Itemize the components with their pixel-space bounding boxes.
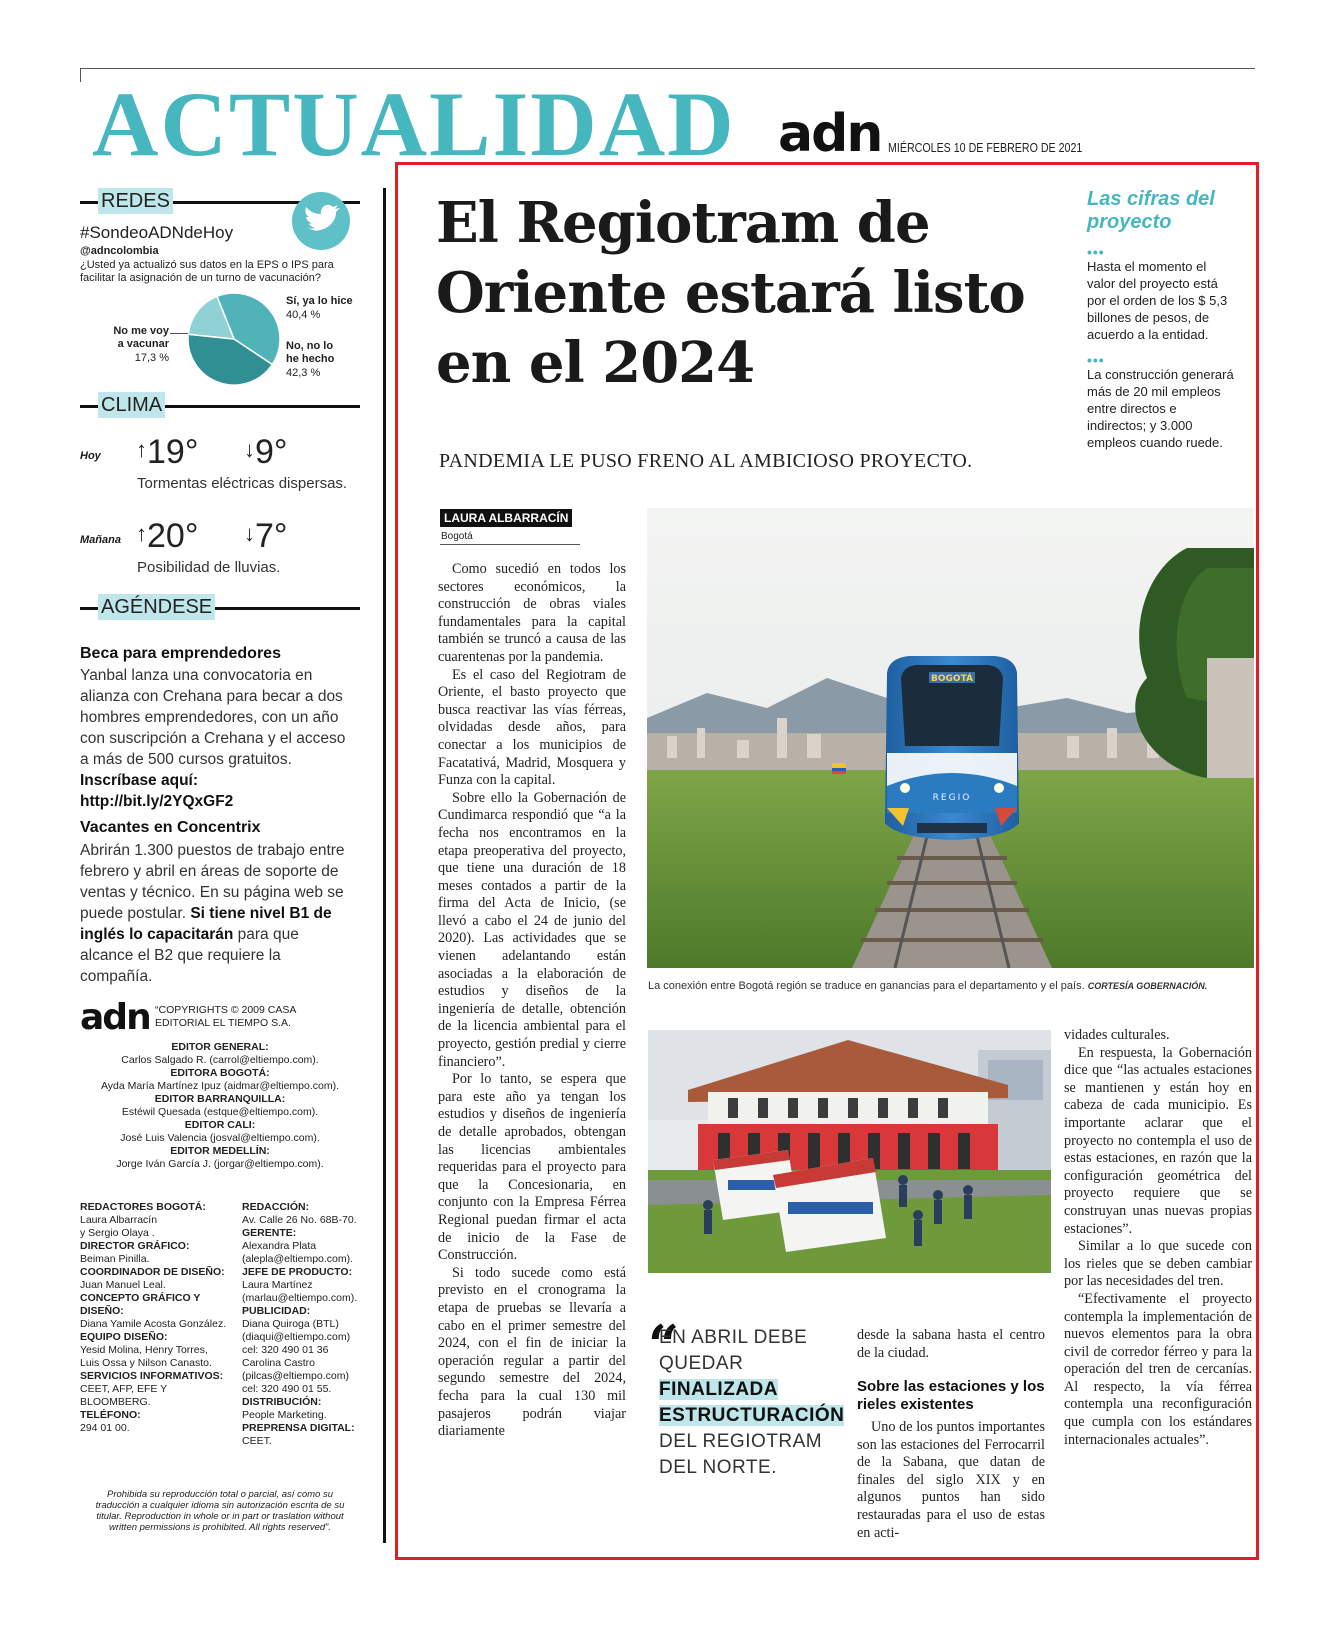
staff-name: 294 01 00. [80,1422,130,1434]
staff-name: Carolina Castro [242,1357,315,1369]
agenda-item-title: Beca para emprendedores [80,645,281,662]
article-column-1 [438,561,626,1441]
train-brand: REGIO [932,793,972,803]
article-paragraph: En respuesta, la Gobernación dice que “las actuales estaciones se mantienen y están hoy en cabeza de cada municipio. Es importante aclarar que el proyecto no contempla el uso de estas estaciones, en razón que la configuración geométrica del proyecto requiere que se construyan unas nuevas propias estaciones”. [1064,1044,1252,1237]
staff-name: People Marketing. [242,1409,327,1421]
staff-name: Juan Manuel Leal. [80,1279,166,1291]
staff-role: CONCEPTO GRÁFICO Y DISEÑO: [80,1292,201,1317]
clima-label: CLIMA [98,392,165,418]
staff-name: CEET. [242,1435,272,1447]
staff-name: y Sergio Olaya . [80,1227,155,1239]
cifras-bullet: ••• [1087,244,1105,260]
section-title: ACTUALIDAD [92,73,736,175]
poll-label-nv-2: a vacunar [117,338,169,350]
weather-tomorrow-min: ↓7° [244,517,288,555]
byline-rule [440,544,580,545]
staff-role: REDACTORES BOGOTÁ: [80,1201,206,1213]
cifras-bullet: ••• [1087,352,1105,368]
staff-role: DISTRIBUCIÓN: [242,1396,322,1408]
staff-role: COORDINADOR DE DISEÑO: [80,1266,225,1278]
staff-name: (marlau@eltiempo.com). [242,1292,358,1304]
staff-role: DIRECTOR GRÁFICO: [80,1240,190,1252]
adn-logo: adn [778,104,882,164]
staff-role: GERENTE: [242,1227,297,1239]
poll-question: ¿Usted ya actualizó sus datos en la EPS o IPS para facilitar la asignación de un turno de vacunación? [80,259,334,284]
article-paragraph: Similar a lo que sucede con los rieles que se deben cambiar por las necesidades del tren. [1064,1238,1252,1290]
poll-label-nv-1: No me voy [113,325,169,337]
staff-role: PREPRENSA DIGITAL: [242,1422,355,1434]
article-paragraph: Por lo tanto, se espera que para este año ya tengan los estudios y diseños de ingeniería de detalle aprobados, obtengan las licencias ambientales requeridas para el proyecto para que la Concesionaria, en conjunto con la Empresa Férrea Regional puedan firmar el acta de inicio de la Fase de Construcción. [438,1071,626,1264]
staff-name: cel: 320 490 01 36 [242,1344,329,1356]
weather-today-min: ↓9° [244,433,288,471]
staff-name: (alepla@eltiempo.com). [242,1253,354,1265]
staff-name: Yesid Molina, Henry Torres, [80,1344,208,1356]
article-column-2-body: Uno de los puntos importantes son las estaciones del Ferrocarril de la Sabana, que datan de finales del siglo XIX y en algunos puntos han sido restauradas para el uso de estas en acti- [857,1419,1045,1541]
staff-name: cel: 320 490 01 55. [242,1383,332,1395]
agenda-item-text: Yanbal lanza una convocatoria en alianza con Crehana para becar a dos hombres emprendedores, con un año con suscripción a Crehana y el acceso a más de 500 cursos gratuitos. Inscríbase aquí: http://bit.ly/2YQxGF2 [80,667,346,810]
article-column-3 [1064,1027,1252,1449]
staff-role: PUBLICIDAD: [242,1305,311,1317]
staff-name: CEET, AFP, EFE Y BLOOMBERG. [80,1383,167,1408]
poll-value-no: 42,3 % [286,367,321,379]
cifras-title: Las cifras del proyecto [1087,188,1215,233]
weather-today-max: ↑19° [136,433,199,471]
weather-today-label: Hoy [80,450,101,462]
staff-role: REDACCIÓN: [242,1201,310,1213]
column-rule [383,188,386,1543]
clima-header [80,392,360,420]
poll-label-si: Sí, ya lo hice [286,295,353,307]
article-headline: El Regiotram de Oriente estará listo en el 2024 [436,190,1025,396]
top-rule-tick [80,68,81,82]
staff-name: Beiman Pinilla. [80,1253,150,1265]
station-photo [648,1030,1051,1273]
cifras-item: Hasta el momento el valor del proyecto está por el orden de los $ 5,3 billones de pesos, de acuerdo a la entidad. [1087,259,1228,342]
article-subtitle: Sobre las estaciones y los rieles existentes [857,1378,1045,1413]
staff-role: SERVICIOS INFORMATIVOS: [80,1370,224,1382]
poll-label-no-1: No, no lo [286,340,334,352]
poll-pie-chart [186,291,282,387]
copyright-line: EDITORIAL EL TIEMPO S.A. [155,1017,291,1029]
staff-name: Av. Calle 26 No. 68B-70. [242,1214,357,1226]
quote-mark-icon: “ [648,1313,680,1377]
article-paragraph: Si todo sucede como está previsto en el cronograma la etapa de pruebas se llevaría a cabo en el primer semestre del 2024, con el fin de iniciar la operación regular a partir del segundo semestre del 2024, fecha para la cual 130 mil pasajeros podrán viajar diariamente [438,1264,626,1440]
staff-name: Diana Quiroga (BTL) [242,1318,339,1330]
train-photo [647,508,1254,968]
train-destination-sign: BOGOTÁ [931,674,973,684]
article-paragraph: “Efectivamente el proyecto contempla la implementación de nuevos elementos para la obra civil de corredor férreo y para la operación del tren de cercanías. Al respecto, la vía férrea contempla una reconfiguración que cumpla con los estándares internacionales actuales”. [1064,1290,1252,1448]
article-paragraph: Es el caso del Regiotram de Oriente, el basto proyecto que busca reactivar las vías férreas, olvidadas desde años, para conectar a los municipios de Facatativá, Madrid, Mosquera y Funza con la capital. [438,666,626,789]
author-byline: LAURA ALBARRACÍN [440,509,572,527]
poll-value-si: 40,4 % [286,309,321,321]
staff-name: Laura Martínez [242,1279,313,1291]
photo-caption: La conexión entre Bogotá región se traduce en ganancias para el departamento y el país. CORTESÍA GOBERNACIÓN. [648,980,1208,992]
poll-label-no-2: he hecho [286,353,335,365]
agenda-item-title: Vacantes en Concentrix [80,819,261,836]
article-column-2: desde la sabana hasta el centro de la ciudad. [857,1327,1045,1361]
poll-hashtag: #SondeoADNdeHoy [80,223,234,242]
weather-tomorrow-label: Mañana [80,534,121,546]
staff-name: Diana Yamile Acosta González. [80,1318,227,1330]
agenda-item-text: Abrirán 1.300 puestos de trabajo entre febrero y abril en áreas de soporte de ventas y técnico. En su página web se puede postular. Si tiene nivel B1 de inglés lo capacitarán para que alcance el B2 que requiere la compañía. [80,842,345,985]
staff-name: Luis Ossa y Nilson Canasto. [80,1357,212,1369]
arrow-down-icon: ↓ [244,437,255,462]
pull-quote: EN ABRIL DEBE QUEDAR FINALIZADA ESTRUCTURACIÓN DEL REGIOTRAM DEL NORTE. [659,1327,845,1478]
adn-logo: adn [80,997,150,1038]
article-paragraph: Como sucedió en todos los sectores económicos, la construcción de obras viales fundamentales para la capital también se truncó a causa de las cuarentenas por la pandemia. [438,561,626,665]
photo-credit: CORTESÍA GOBERNACIÓN. [1087,981,1208,991]
staff-name: (pilcas@eltiempo.com) [242,1370,349,1382]
weather-tomorrow-cond: Posibilidad de lluvias. [137,559,281,576]
pull-quote-highlight: FINALIZADA ESTRUCTURACIÓN [659,1379,845,1426]
staff-name: Laura Albarracín [80,1214,158,1226]
poll-handle: @adncolombia [80,245,159,257]
agenda-header [80,594,360,622]
article-subhead: PANDEMIA LE PUSO FRENO AL AMBICIOSO PROYECTO. [439,450,973,472]
staff-list-right [242,1201,367,1448]
arrow-down-icon: ↓ [244,521,255,546]
staff-name: Alexandra Plata [242,1240,317,1252]
agenda-link: Inscríbase aquí: http://bit.ly/2YQxGF2 [80,772,234,810]
top-rule [80,68,1255,69]
weather-today-cond: Tormentas eléctricas dispersas. [137,475,348,492]
copyright-line: “COPYRIGHTS © 2009 CASA [155,1004,297,1016]
staff-list-left [80,1201,230,1435]
staff-role: TELÉFONO: [80,1409,141,1421]
redes-label: REDES [98,188,173,214]
staff-role: EQUIPO DISEÑO: [80,1331,168,1343]
legal-notice: Prohibida su reproducción total o parcial, así como su traducción a cualquier idioma sin autorización escrita de su titular. Reproduction in whole or in part or traslation without written permissions is prohibited. All rights reserved”. [95,1489,345,1533]
poll-leader-line [170,333,188,334]
arrow-up-icon: ↑ [136,437,147,462]
issue-date: MIÉRCOLES 10 DE FEBRERO DE 2021 [888,140,1083,155]
twitter-icon [290,190,352,252]
poll-value-nv: 17,3 % [134,352,169,364]
cifras-item: La construcción generará más de 20 mil empleos entre directos e indirectos; y 3.000 empleos cuando ruede. [1087,367,1234,450]
editors-list: EDITOR GENERAL: Carlos Salgado R. (carrol@eltiempo.com). EDITORA BOGOTÁ: Ayda María Martínez Ipuz (aidmar@eltiempo.com). EDITOR BARRANQUILLA: Estéwil Quesada (estque@eltiempo.com). EDITOR CALI: José Luis Valencia (josval@eltiempo.com). EDITOR MEDELLÍN: Jorge Iván García J. (jorgar@eltiempo.com). [100,1041,340,1170]
arrow-up-icon: ↑ [136,521,147,546]
staff-role: JEFE DE PRODUCTO: [242,1266,353,1278]
article-paragraph: Sobre ello la Gobernación de Cundimarca respondió que “a la fecha nos encontramos en la etapa preoperativa del proyecto, que tiene una duración de 18 meses contados a partir de la firma del Acta de Inicio, (se llevó a cabo el 24 de junio del 2020). Las actividades que se vienen adelantando están asociadas a la elaboración de estudios y diseños de la ingeniería de detalle, obtención de la licencia ambiental para el proyecto, gestión predial y cierre financiero”. [438,789,626,1070]
author-city: Bogotá [441,531,473,542]
article-paragraph: vidades culturales. [1064,1027,1170,1043]
weather-tomorrow-max: ↑20° [136,517,199,555]
agenda-label: AGÉNDESE [98,594,215,620]
staff-name: (diaqui@eltiempo.com) [242,1331,351,1343]
